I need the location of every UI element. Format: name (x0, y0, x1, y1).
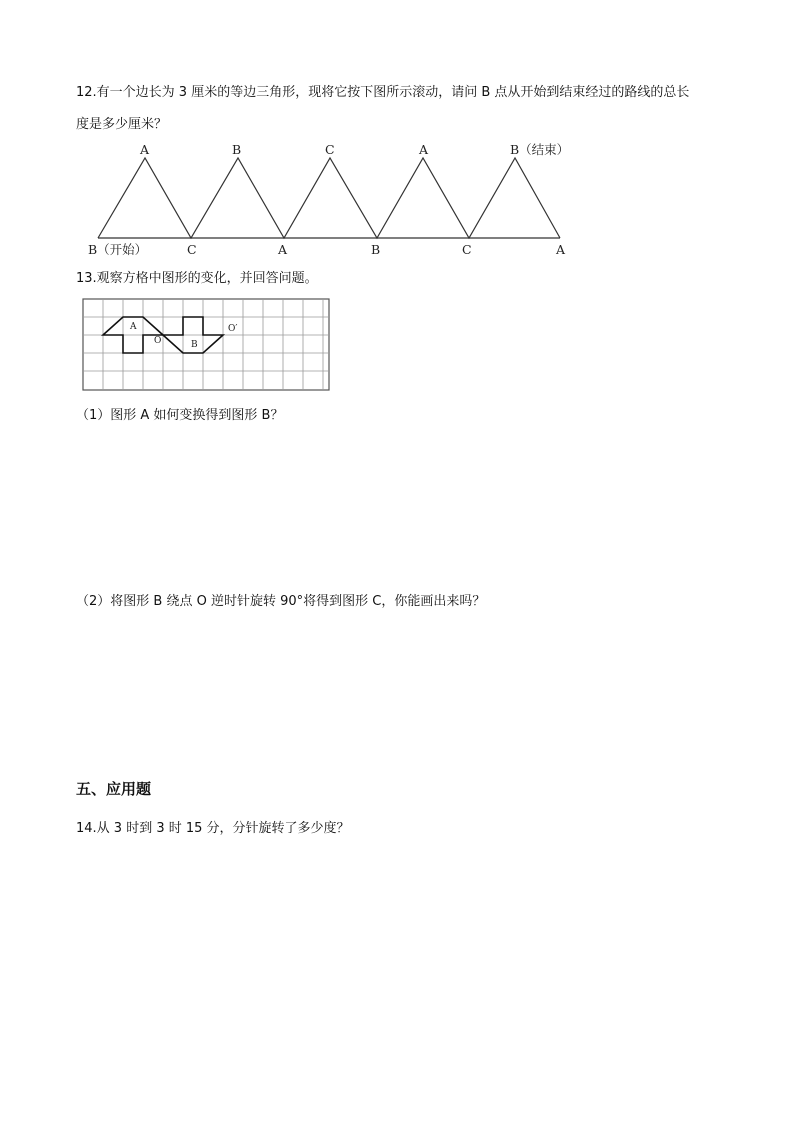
top-label-1: A (140, 142, 150, 157)
q14-text: 14.从 3 时到 3 时 15 分，分针旋转了多少度？ (76, 821, 350, 836)
grid-figure (82, 298, 332, 392)
top-label-3: C (325, 142, 335, 157)
bottom-label-4: B (371, 242, 381, 257)
bottom-label-2: C (187, 242, 197, 257)
shape-a-label: A (130, 322, 137, 332)
point-o-prime-label: O′ (228, 324, 238, 334)
bottom-label-5: C (462, 242, 472, 257)
rolling-triangle-diagram (80, 138, 580, 263)
top-label-4: A (419, 142, 429, 157)
bottom-label-1: B（开始） (88, 242, 148, 257)
q13-title: 13.观察方格中图形的变化，并回答问题。 (76, 271, 318, 286)
triangle-zigzag (98, 158, 560, 238)
grid-border (83, 299, 329, 390)
top-label-2: B (232, 142, 242, 157)
bottom-label-3: A (278, 242, 288, 257)
q12-text-line2: 度是多少厘米？ (76, 117, 168, 132)
q13-sub1: （1）图形 A 如何变换得到图形 B？ (76, 408, 284, 423)
bottom-label-6: A (556, 242, 566, 257)
point-o-label: O (154, 336, 162, 346)
section5-title: 五、应用题 (76, 780, 152, 798)
q13-sub2: （2）将图形 B 绕点 O 逆时针旋转 90°将得到图形 C，你能画出来吗？ (76, 594, 486, 609)
q12-text-line1: 12.有一个边长为 3 厘米的等边三角形，现将它按下图所示滚动，请问 B 点从开始到结束经过的路线的总长 (76, 85, 690, 100)
top-label-5: B（结束） (510, 142, 570, 157)
shape-b-label: B (191, 340, 198, 350)
